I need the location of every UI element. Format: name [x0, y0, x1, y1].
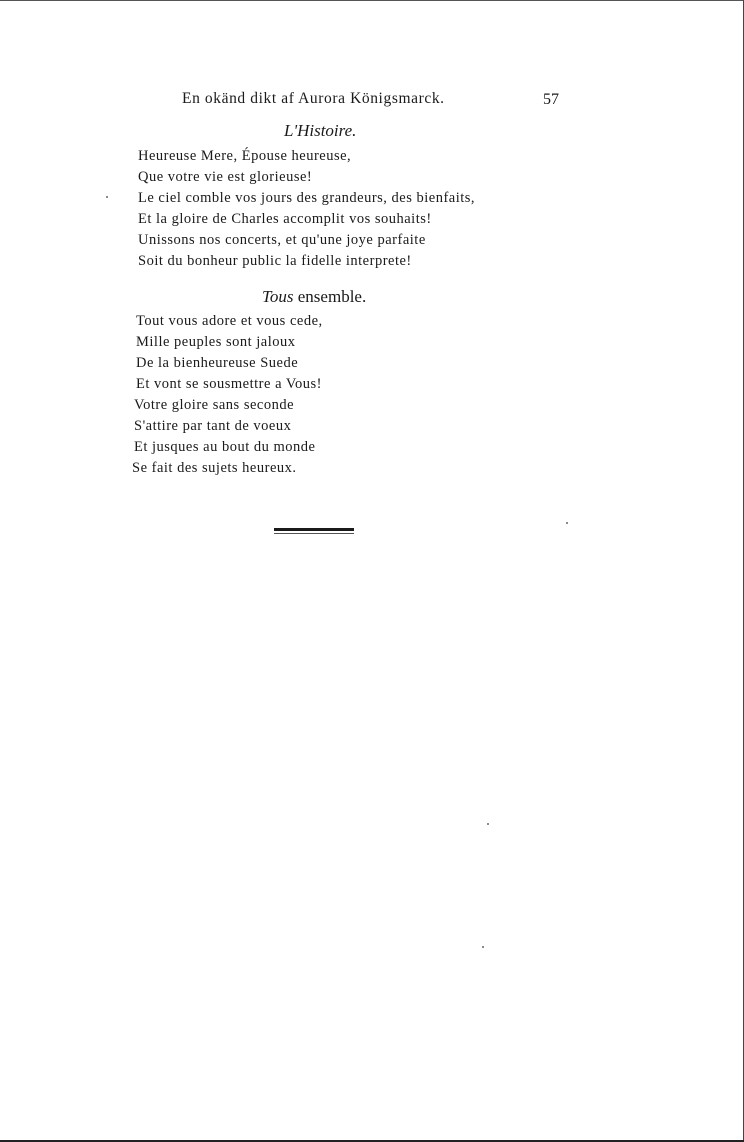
verse-line: Mille peuples sont jaloux — [136, 334, 296, 350]
verse-line: Tout vous adore et vous cede, — [136, 313, 323, 329]
verse-line: Et jusques au bout du monde — [134, 439, 316, 455]
verse-line: Votre gloire sans seconde — [134, 397, 295, 413]
section-heading-italic-part: Tous — [262, 287, 294, 306]
end-rule-thin — [274, 533, 354, 534]
verse-line: De la bienheureuse Suede — [136, 355, 299, 371]
ink-speck — [487, 823, 489, 825]
ink-speck — [106, 196, 108, 198]
verse-line: Et la gloire de Charles accomplit vos souhaits! — [138, 211, 432, 227]
verse-line: Unissons nos concerts, et qu'une joye parfaite — [138, 232, 426, 248]
section-heading-tous-ensemble — [262, 287, 366, 307]
verse-line: Heureuse Mere, Épouse heureuse, — [138, 148, 352, 164]
verse-line: Se fait des sujets heureux. — [132, 460, 297, 476]
verse-line: Et vont se sousmettre a Vous! — [136, 376, 322, 392]
page-border-top — [0, 0, 744, 1]
running-head-title: En okänd dikt af Aurora Königsmarck. — [182, 90, 445, 107]
section-heading-lhistoire: L'Histoire. — [284, 121, 357, 140]
verse-line: S'attire par tant de voeux — [134, 418, 292, 434]
section-heading-roman-part: ensemble. — [293, 287, 367, 306]
verse-line: Le ciel comble vos jours des grandeurs, des bienfaits, — [138, 190, 476, 206]
ink-speck — [482, 946, 484, 948]
verse-line: Que votre vie est glorieuse! — [138, 169, 313, 185]
page-number: 57 — [543, 91, 559, 108]
end-rule — [274, 528, 354, 531]
verse-line: Soit du bonheur public la fidelle interprete! — [138, 253, 412, 269]
ink-speck — [566, 522, 568, 524]
